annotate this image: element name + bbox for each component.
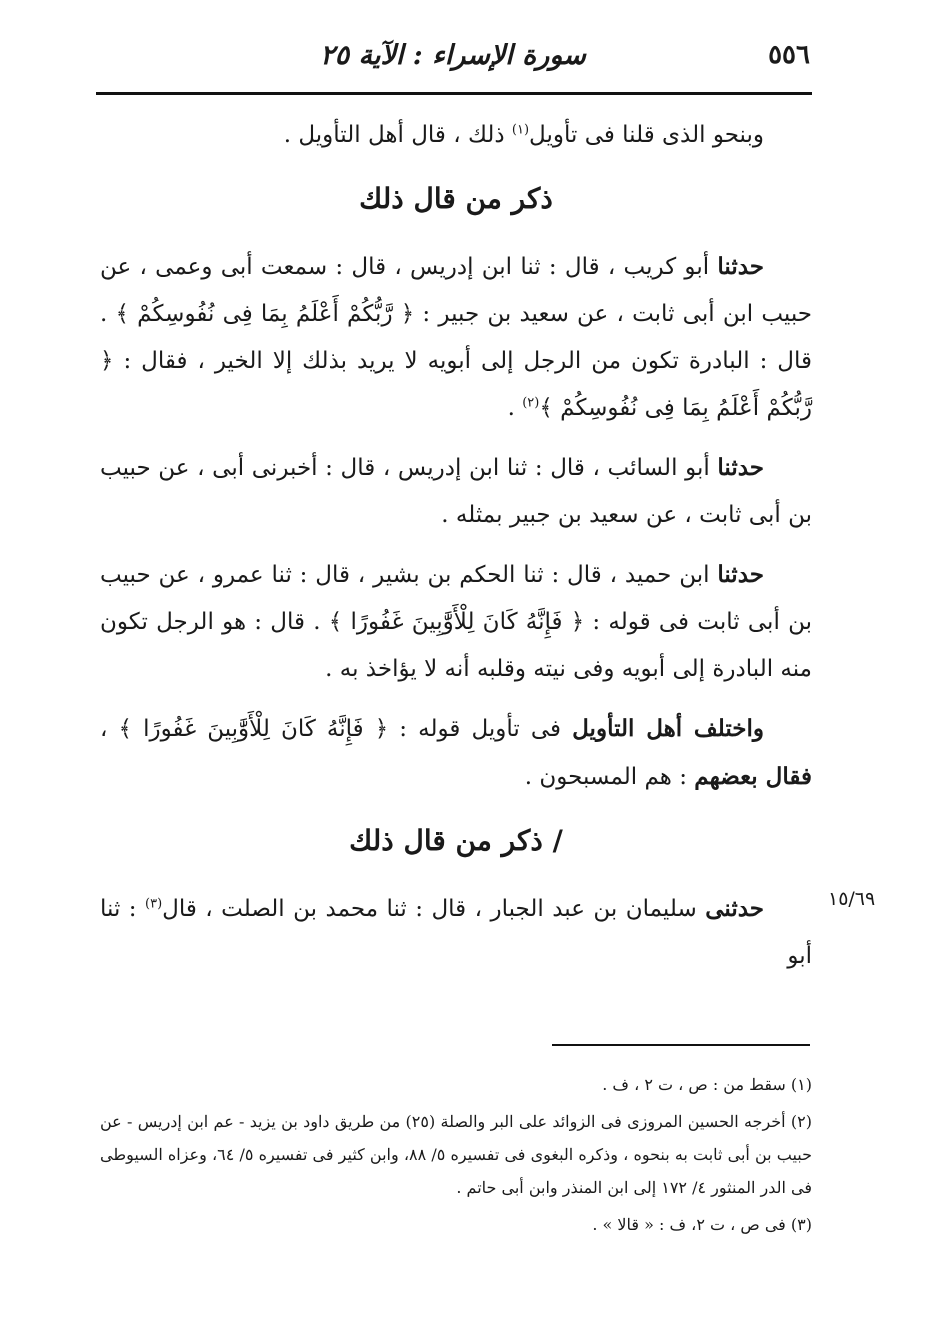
section-heading: ذكر من قال ذلك <box>359 182 553 215</box>
hadith-paragraph <box>100 551 812 693</box>
narration-text: أبو السائب ، قال : ثنا ابن إدريس ، قال : أخبرنى أبى ، عن حبيب بن أبى ثابت ، عن سعيد بن جبير بمثله . <box>100 455 812 528</box>
page-number: ٥٥٦ <box>768 40 810 70</box>
intro-paragraph <box>100 112 812 159</box>
narration-end: . <box>507 395 515 421</box>
footnote: (١) سقط من : ص ، ت ٢ ، ف . <box>602 1075 812 1094</box>
narration-lead: حدثنا <box>717 561 764 588</box>
narration-end: : ثنا أبو <box>100 896 812 969</box>
discussion-text: فى تأويل قوله : ﴿ فَإِنَّهُ كَانَ لِلْأَوَّٰبِينَ غَفُورًا ﴾ ، <box>100 716 562 742</box>
hadith-paragraph <box>100 444 812 539</box>
footnote: (٣) فى ص ، ت ٢، ف : « قالا » . <box>592 1215 812 1234</box>
narration-text: ابن حميد ، قال : ثنا الحكم بن بشير ، قال : ثنا عمرو ، عن حبيب بن أبى ثابت فى قوله : ﴿ فَإِنَّهُ كَانَ لِلْأَوَّٰبِينَ غَفُورًا ﴾ . قال : هو الرجل تكون منه البادرة إلى أبويه وفى نيته وقلبه أنه لا يؤاخذ به . <box>100 562 812 682</box>
narration-text: سليمان بن عبد الجبار ، قال : ثنا محمد بن الصلت ، قال <box>162 896 697 922</box>
footnote-rule <box>552 1044 810 1046</box>
footnote-marker: (٣) <box>145 896 163 912</box>
narration-lead: حدثنى <box>705 895 765 922</box>
discussion-text-2: : هم المسبحون . <box>524 764 687 790</box>
section-heading-2: / ذكر من قال ذلك <box>349 824 563 857</box>
main-text <box>100 112 812 992</box>
running-title: سورة الإسراء : الآية ٢٥ <box>320 40 586 71</box>
discussion-lead: واختلف أهل التأويل <box>572 715 764 742</box>
discussion-lead-2: فقال بعضهم <box>694 763 812 790</box>
footnote-marker: (٢) <box>522 395 540 411</box>
footnote-marker: (١) <box>511 122 530 138</box>
intro-text: وبنحو الذى قلنا فى تأويل <box>529 122 764 148</box>
margin-reference: ١٥/٦٩ <box>828 888 876 910</box>
narration-lead: حدثنا <box>717 454 765 481</box>
narration-text: أبو كريب ، قال : ثنا ابن إدريس ، قال : سمعت أبى وعمى ، عن حبيب ابن أبى ثابت ، عن سعيد بن جبير : ﴿ رَّبُّكُمْ أَعْلَمُ بِمَا فِى نُفُوسِكُمْ ﴾ . قال : البادرة تكون من الرجل إلى أبويه لا يريد بذلك إلا الخير ، فقال : ﴿ رَّبُّكُمْ أَعْلَمُ بِمَا فِى نُفُوسِكُمْ ﴾ <box>100 254 812 421</box>
header-rule <box>96 92 812 95</box>
narration-lead: حدثنا <box>717 253 765 280</box>
hadith-paragraph <box>100 243 812 432</box>
hadith-paragraph <box>100 885 812 980</box>
footnotes <box>100 1068 812 1245</box>
footnote: (٢) أخرجه الحسين المروزى فى الزوائد على البر والصلة (٢٥) من طريق داود بن يزيد - عم ابن إدريس - عن حبيب بن أبى ثابت به بنحوه ، وذكره البغوى فى تفسيره ٥/ ٨٨، وابن كثير فى تفسيره ٥/ ٦٤، وعزاه السيوطى فى الدر المنثور ٤/ ١٧٢ إلى ابن المنذر وابن أبى حاتم . <box>100 1112 813 1197</box>
page-header <box>96 30 810 90</box>
intro-text-rest: ذلك ، قال أهل التأويل . <box>283 122 505 148</box>
discussion-paragraph <box>100 705 812 801</box>
